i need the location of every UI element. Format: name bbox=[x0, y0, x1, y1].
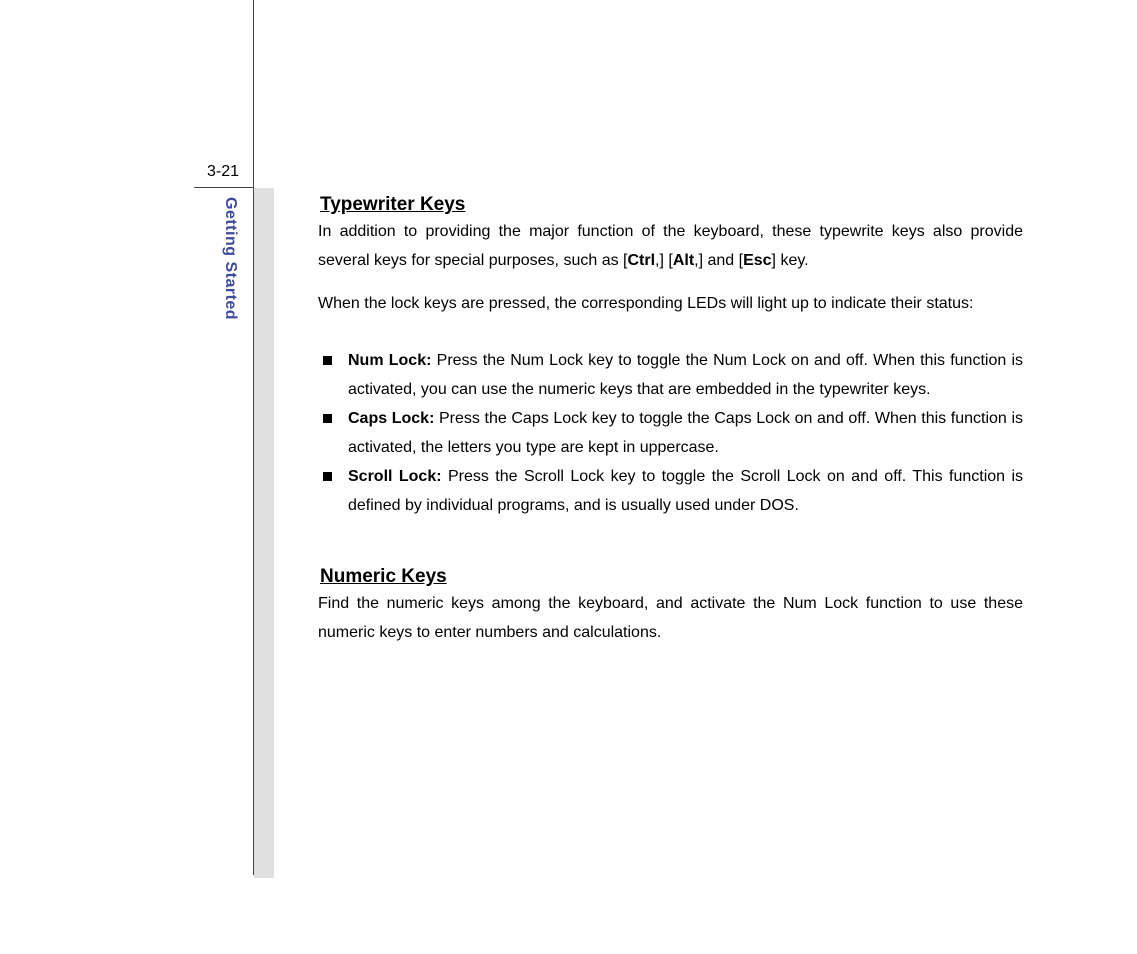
list-item-caps-lock bbox=[318, 404, 1023, 462]
key-ctrl: Ctrl bbox=[627, 252, 656, 269]
item-text: Press the Num Lock key to toggle the Num Lock on and off. When this function is activated, you can use the numeric keys that are embedded in the typewriter keys. bbox=[348, 352, 1024, 398]
intro-text-1: In addition to providing the major function of the keyboard, these typewrite keys also provide several keys for special purposes, such as [ bbox=[318, 223, 1023, 269]
page-content bbox=[318, 193, 1023, 647]
intro-text-3: ,] and [ bbox=[694, 252, 744, 269]
list-item-num-lock bbox=[318, 346, 1023, 404]
item-label: Caps Lock: bbox=[348, 410, 435, 427]
key-alt: Alt bbox=[672, 252, 695, 269]
section-title-typewriter-keys: Typewriter Keys bbox=[320, 194, 466, 215]
item-label: Num Lock: bbox=[348, 352, 432, 369]
key-esc: Esc bbox=[743, 252, 772, 269]
intro-text-4: ] key. bbox=[771, 252, 809, 269]
margin-horizontal-rule bbox=[194, 187, 254, 188]
list-item-scroll-lock bbox=[318, 462, 1023, 520]
square-bullet-icon bbox=[323, 356, 332, 365]
item-label: Scroll Lock: bbox=[348, 468, 442, 485]
item-text: Press the Caps Lock key to toggle the Caps Lock on and off. When this function is activated, the letters you type are kept in uppercase. bbox=[348, 410, 1023, 456]
lock-keys-list bbox=[318, 346, 1023, 520]
section-title-numeric-keys: Numeric Keys bbox=[320, 566, 447, 587]
intro-text-2: ,] [ bbox=[655, 252, 673, 269]
margin-gray-bar bbox=[254, 188, 274, 878]
lock-keys-intro: When the lock keys are pressed, the corresponding LEDs will light up to indicate their status: bbox=[318, 295, 974, 312]
page-number: 3-21 bbox=[206, 163, 239, 180]
item-text: Press the Scroll Lock key to toggle the Scroll Lock on and off. This function is defined by individual programs, and is usually used under DOS. bbox=[348, 468, 1024, 514]
square-bullet-icon bbox=[323, 414, 332, 423]
typewriter-intro-paragraph bbox=[318, 217, 1023, 275]
section-side-label: Getting Started bbox=[222, 197, 239, 321]
numeric-keys-paragraph: Find the numeric keys among the keyboard, and activate the Num Lock function to use these numeric keys to enter numbers and calculations. bbox=[318, 595, 1023, 641]
square-bullet-icon bbox=[323, 472, 332, 481]
